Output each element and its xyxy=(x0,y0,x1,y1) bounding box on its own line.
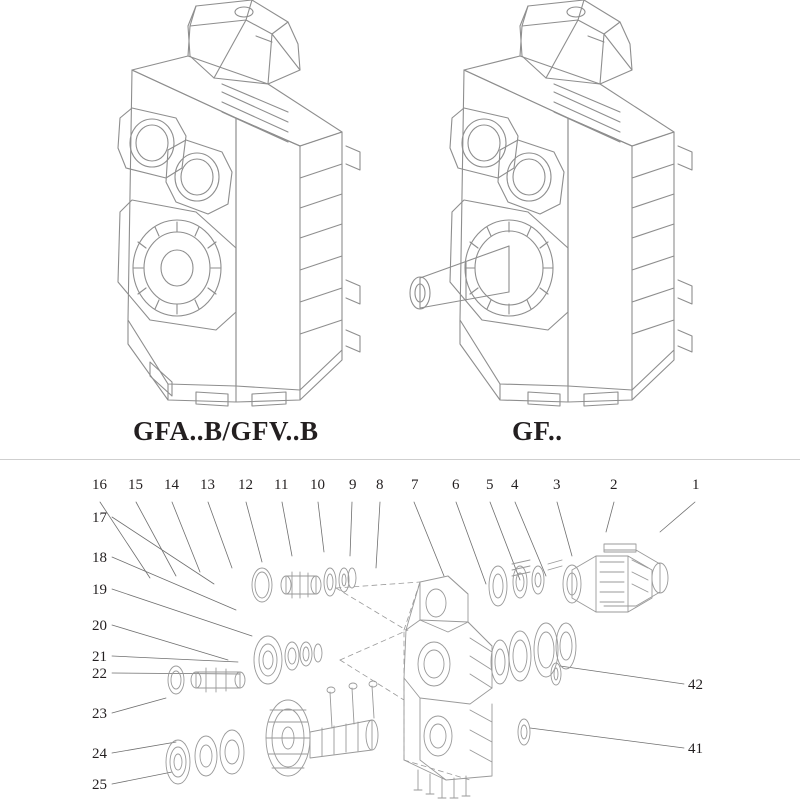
caption-gf: GF.. xyxy=(512,416,563,446)
part-23-shaft xyxy=(168,666,245,694)
callout-41: 41 xyxy=(688,741,703,757)
callout-5: 5 xyxy=(486,477,494,493)
callout-24: 24 xyxy=(92,746,107,762)
callout-16: 16 xyxy=(92,477,107,493)
housing-exploded xyxy=(404,576,492,798)
callout-6: 6 xyxy=(452,477,460,493)
callout-3: 3 xyxy=(553,477,561,493)
exploded-assembly-drawing xyxy=(0,460,800,800)
caption-gfab-gfvb: GFA..B/GFV..B xyxy=(133,416,319,446)
callout-42: 42 xyxy=(688,677,703,693)
callout-18: 18 xyxy=(92,550,107,566)
part-21-spacers xyxy=(285,642,322,670)
callout-15: 15 xyxy=(128,477,143,493)
callout-13: 13 xyxy=(200,477,215,493)
gfab-gfvb-drawing xyxy=(118,0,360,406)
gf-drawing xyxy=(410,0,692,406)
callout-9: 9 xyxy=(349,477,357,493)
callout-19: 19 xyxy=(92,582,107,598)
part-42-41-hardware xyxy=(518,663,561,745)
exploded-view-section xyxy=(0,460,800,800)
callout-20: 20 xyxy=(92,618,107,634)
callout-7: 7 xyxy=(411,477,419,493)
part-15-14 xyxy=(281,572,321,598)
callout-1: 1 xyxy=(692,477,700,493)
callout-8: 8 xyxy=(376,477,384,493)
callout-4: 4 xyxy=(511,477,519,493)
part-1-2-3-motor xyxy=(563,544,668,612)
callout-11: 11 xyxy=(274,477,289,493)
callout-17: 17 xyxy=(92,510,107,526)
part-24-25-gear-set xyxy=(166,700,378,784)
part-16 xyxy=(252,568,272,602)
callout-12: 12 xyxy=(238,477,253,493)
part-5-6-rings xyxy=(491,623,576,684)
callout-10: 10 xyxy=(310,477,325,493)
part-22-bearing xyxy=(254,636,282,684)
part-13-12 xyxy=(324,568,349,596)
callout-21: 21 xyxy=(92,649,107,665)
callout-23: 23 xyxy=(92,706,107,722)
callout-22: 22 xyxy=(92,666,107,682)
callout-2: 2 xyxy=(610,477,618,493)
callout-14: 14 xyxy=(164,477,179,493)
callout-25: 25 xyxy=(92,777,107,793)
